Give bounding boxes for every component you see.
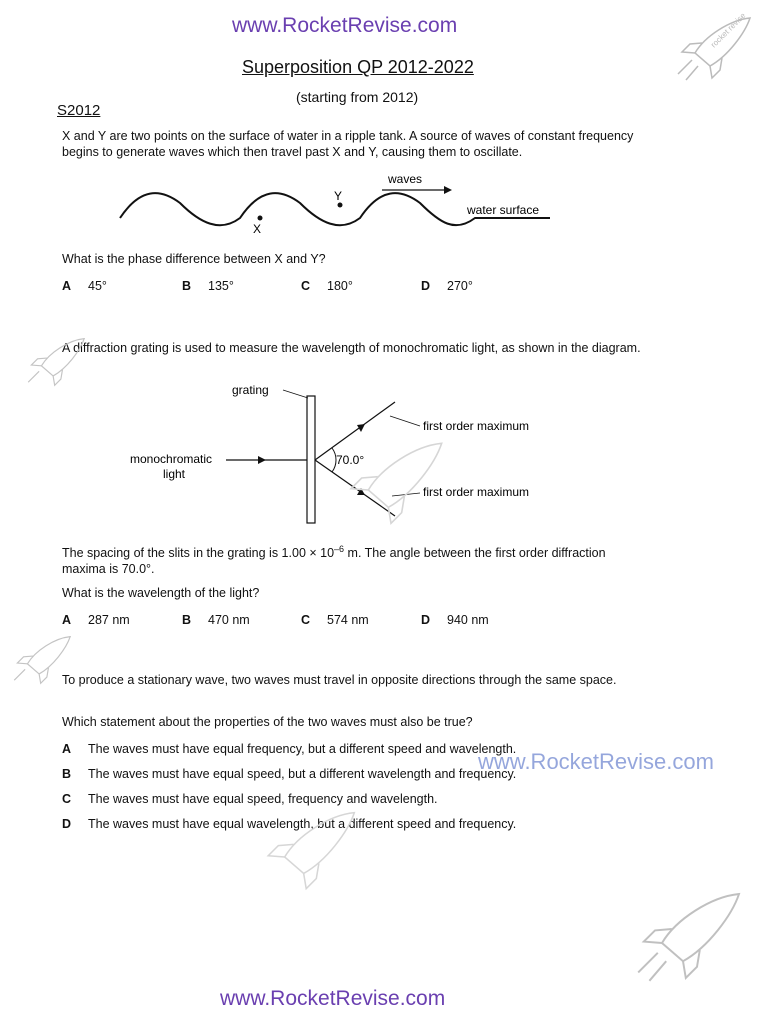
q2-spacing-text [62, 541, 642, 577]
max2-leader [392, 493, 420, 496]
waves-label: waves [388, 172, 423, 186]
option-text: 270° [447, 279, 473, 293]
lower-arrow-head-icon [357, 488, 365, 495]
q3-option-d[interactable] [62, 817, 516, 831]
q1-option-a[interactable] [62, 279, 107, 293]
ripple-tank-diagram [110, 168, 590, 258]
footer-url[interactable]: www.RocketRevise.com [220, 987, 446, 1010]
q3-option-c[interactable] [62, 792, 438, 806]
page-subtitle: (starting from 2012) [296, 89, 419, 105]
water-surface-label: water surface [467, 203, 540, 217]
point-y-marker [338, 203, 343, 208]
q3-option-a[interactable] [62, 742, 516, 756]
rocket-logo-icon [22, 330, 92, 390]
option-text: 470 nm [208, 613, 250, 627]
waves-arrow-head-icon [444, 186, 452, 194]
option-text: The waves must have equal speed, but a different wavelength and frequency. [88, 767, 517, 781]
option-text: 45° [88, 279, 107, 293]
q1-question: What is the phase difference between X and Y? [62, 252, 326, 266]
spacing-text-b: m. The angle between the first order diffraction maxima is 70.0°. [62, 546, 606, 577]
option-text: 180° [327, 279, 353, 293]
incident-arrow-head-icon [258, 456, 266, 464]
option-letter: B [182, 279, 192, 293]
first-order-max-label-2: first order maximum [423, 485, 530, 499]
q2-option-c[interactable] [301, 613, 369, 627]
upper-ray [315, 402, 395, 460]
option-letter: A [62, 742, 72, 756]
max1-leader [390, 416, 420, 426]
q1-option-c[interactable] [301, 279, 353, 293]
option-letter: C [301, 613, 311, 627]
option-text: 574 nm [327, 613, 369, 627]
q2-option-d[interactable] [421, 613, 489, 627]
section-heading: S2012 [57, 102, 101, 119]
q1-option-b[interactable] [182, 279, 234, 293]
option-letter: C [62, 792, 72, 806]
grating-label: grating [232, 383, 269, 397]
rocket-logo-icon [670, 8, 760, 83]
lower-ray [315, 460, 395, 516]
q3-question: Which statement about the properties of the two waves must also be true? [62, 715, 473, 729]
point-x-label: X [253, 222, 262, 236]
q2-question: What is the wavelength of the light? [62, 586, 260, 600]
option-text: 287 nm [88, 613, 130, 627]
option-letter: B [182, 613, 192, 627]
q3-option-b[interactable] [62, 767, 516, 781]
option-letter: A [62, 613, 72, 627]
option-text: 135° [208, 279, 234, 293]
option-letter: D [421, 279, 431, 293]
option-letter: C [301, 279, 311, 293]
option-text: 940 nm [447, 613, 489, 627]
light-label-1: monochromatic [130, 452, 213, 466]
option-letter: B [62, 767, 72, 781]
q2-text: A diffraction grating is used to measure the wavelength of monochromatic light, as shown in the diagram. [62, 341, 641, 355]
angle-label: 70.0° [336, 453, 365, 467]
point-y-label: Y [334, 189, 343, 203]
q2-option-b[interactable] [182, 613, 250, 627]
option-letter: D [62, 817, 72, 831]
q2-option-a[interactable] [62, 613, 130, 627]
rocket-logo-icon [250, 800, 370, 895]
diffraction-grating-diagram [120, 378, 600, 528]
header-url[interactable]: www.RocketRevise.com [232, 14, 458, 37]
page-title: Superposition QP 2012-2022 [242, 57, 474, 77]
spacing-exponent: –6 [334, 544, 345, 554]
light-label-2: light [163, 467, 186, 481]
rocket-logo-icon [625, 880, 755, 985]
option-text: The waves must have equal frequency, but a different speed and wavelength. [88, 742, 517, 756]
q1-option-d[interactable] [421, 279, 473, 293]
grating-leader [283, 390, 308, 398]
first-order-max-label-1: first order maximum [423, 419, 530, 433]
option-text: The waves must have equal wavelength, but a different speed and frequency. [88, 817, 517, 831]
spacing-text-a: The spacing of the slits in the grating is 1.00 × 10 [62, 546, 335, 561]
point-x-marker [258, 216, 263, 221]
q1-text: X and Y are two points on the surface of water in a ripple tank. A source of waves of constant frequency begins to generate waves which then travel past X and Y, causing them to oscillate. [62, 129, 634, 159]
option-text: The waves must have equal speed, frequency and wavelength. [88, 792, 438, 806]
watermark-url: www.RocketRevise.com [478, 749, 714, 774]
grating-bar [307, 396, 315, 523]
option-letter: A [62, 279, 72, 293]
rocket-logo-text: rocket revise [709, 10, 748, 50]
q3-text: To produce a stationary wave, two waves must travel in opposite directions through the same space. [62, 673, 617, 687]
option-letter: D [421, 613, 431, 627]
